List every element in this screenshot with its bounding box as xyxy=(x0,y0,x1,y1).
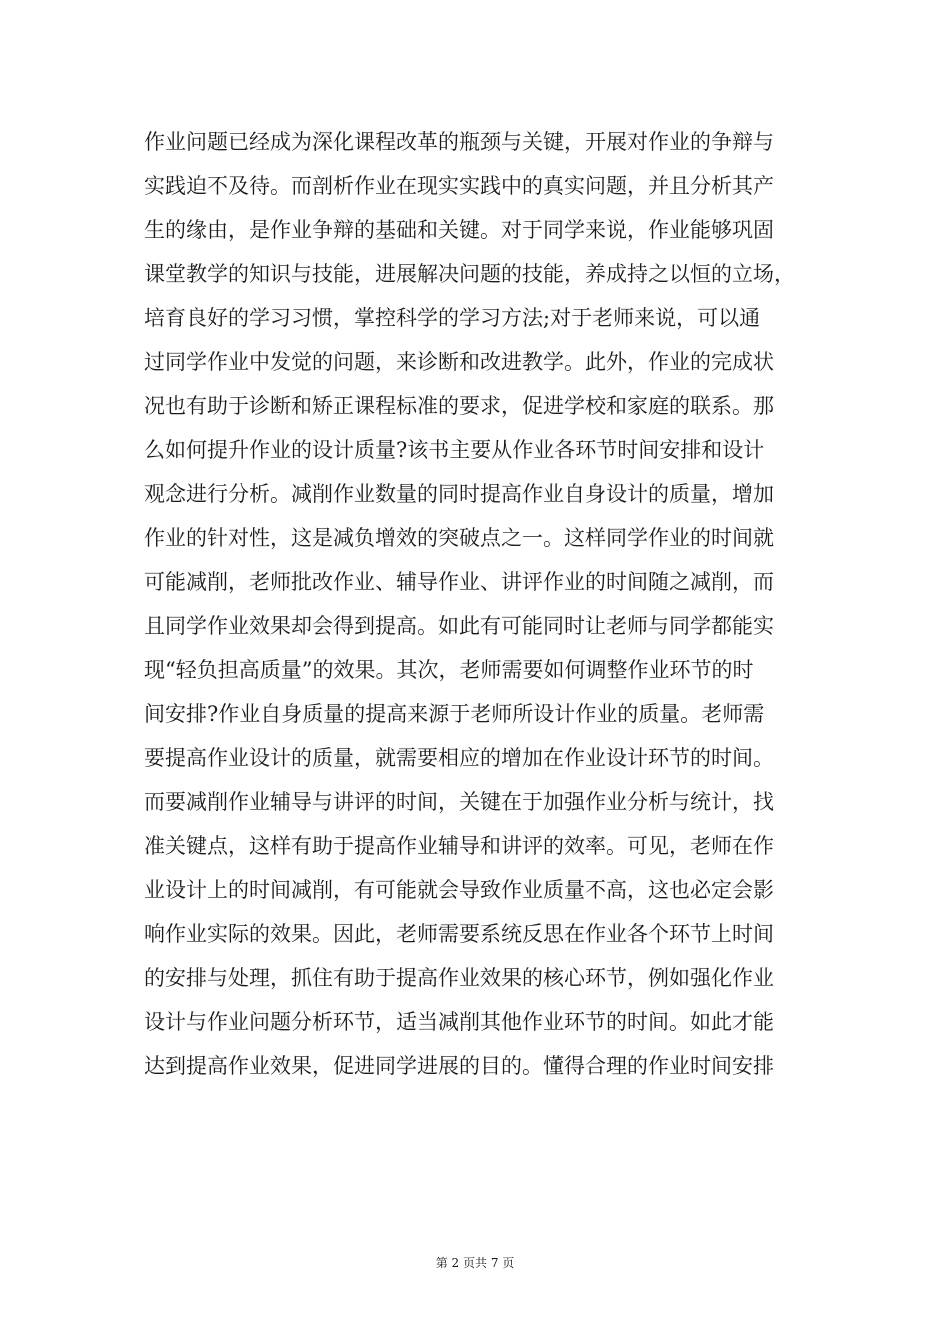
text-line: 设计与作业问题分析环节，适当减削其他作业环节的时间。如此才能 xyxy=(144,1010,774,1034)
text-line: 业设计上的时间减削，有可能就会导致作业质量不高，这也必定会影 xyxy=(144,878,774,902)
text-line: 培育良好的学习习惯，掌控科学的学习方法;对于老师来说，可以通 xyxy=(144,306,761,330)
text-line: 况也有助于诊断和矫正课程标准的要求，促进学校和家庭的联系。那 xyxy=(144,394,774,418)
text-line: 么如何提升作业的设计质量?该书主要从作业各环节时间安排和设计 xyxy=(144,438,765,462)
text-line: 作业问题已经成为深化课程改革的瓶颈与关键，开展对作业的争辩与 xyxy=(144,130,774,154)
text-line: 观念进行分析。减削作业数量的同时提高作业自身设计的质量，增加 xyxy=(144,482,774,506)
text-line: 过同学作业中发觉的问题，来诊断和改进教学。此外，作业的完成状 xyxy=(144,350,774,374)
text-line: 课堂教学的知识与技能，进展解决问题的技能，养成持之以恒的立场， xyxy=(144,262,795,286)
text-line: 可能减削，老师批改作业、辅导作业、讲评作业的时间随之减削，而 xyxy=(144,570,774,594)
text-line: 而要减削作业辅导与讲评的时间，关键在于加强作业分析与统计，找 xyxy=(144,790,774,814)
text-line: 实践迫不及待。而剖析作业在现实实践中的真实问题，并且分析其产 xyxy=(144,174,774,198)
text-line: 间安排?作业自身质量的提高来源于老师所设计作业的质量。老师需 xyxy=(144,702,765,726)
text-line: 且同学作业效果却会得到提高。如此有可能同时让老师与同学都能实 xyxy=(144,614,774,638)
text-line: 作业的针对性，这是减负增效的突破点之一。这样同学作业的时间就 xyxy=(144,526,774,550)
body-text xyxy=(144,120,834,1088)
text-line: 响作业实际的效果。因此，老师需要系统反思在作业各个环节上时间 xyxy=(144,922,774,946)
text-line: 生的缘由，是作业争辩的基础和关键。对于同学来说，作业能够巩固 xyxy=(144,218,774,242)
text-line: 达到提高作业效果，促进同学进展的目的。懂得合理的作业时间安排 xyxy=(144,1054,774,1078)
text-line: 的安排与处理，抓住有助于提高作业效果的核心环节，例如强化作业 xyxy=(144,966,774,990)
text-line: 要提高作业设计的质量，就需要相应的增加在作业设计环节的时间。 xyxy=(144,746,774,770)
text-line: 现“轻负担高质量”的效果。其次，老师需要如何调整作业环节的时 xyxy=(144,658,754,682)
page-number-footer: 第 2 页共 7 页 xyxy=(435,1256,515,1270)
text-line: 准关键点，这样有助于提高作业辅导和讲评的效率。可见，老师在作 xyxy=(144,834,774,858)
